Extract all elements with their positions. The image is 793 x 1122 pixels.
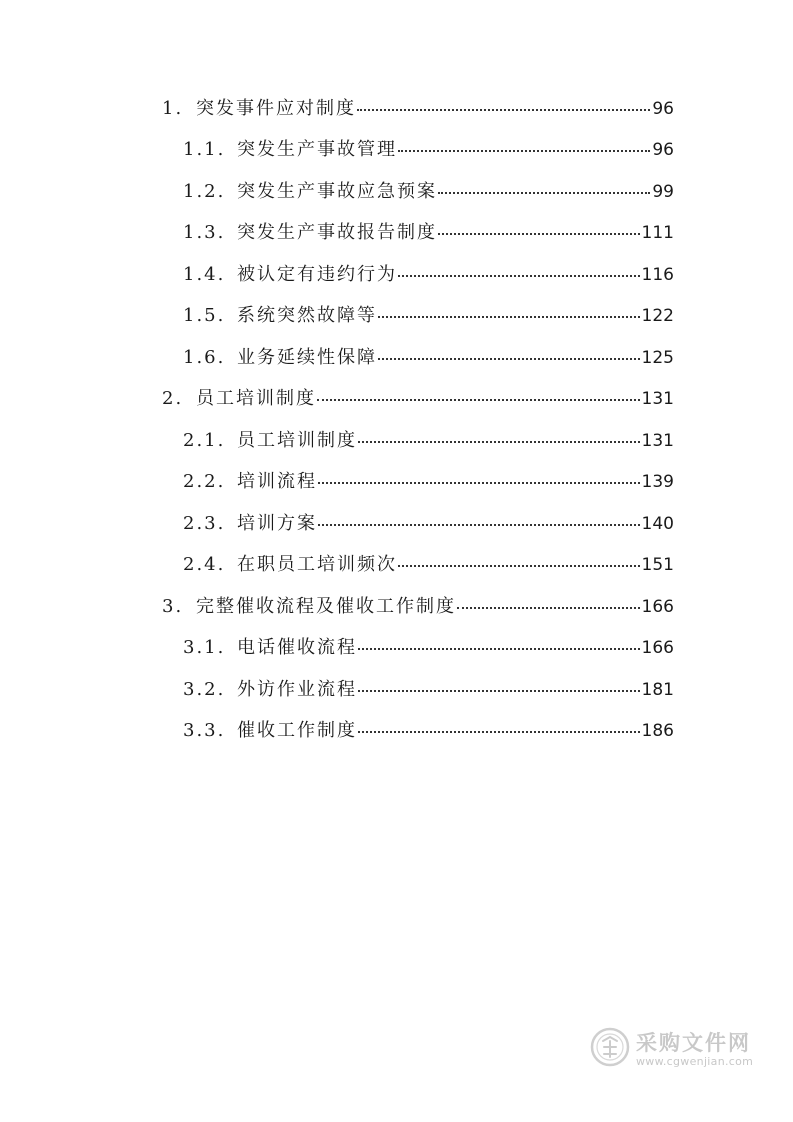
toc-number: 2.4. (183, 554, 226, 576)
toc-title: 突发事件应对制度 (196, 97, 356, 119)
toc-entry-2[interactable] (0, 379, 793, 421)
toc-page-number: 96 (652, 140, 674, 161)
toc-page-number: 99 (652, 181, 674, 202)
toc-entry-2-4[interactable] (0, 545, 793, 587)
toc-number: 2.1. (183, 429, 226, 451)
toc-number: 2.2. (183, 471, 226, 493)
toc-page-number: 125 (641, 347, 674, 368)
toc-title: 突发生产事故管理 (237, 139, 397, 161)
toc-leader-dots (438, 192, 650, 194)
toc-number: 2. (162, 388, 184, 410)
seal-icon (590, 1027, 630, 1067)
toc-title: 培训流程 (237, 471, 317, 493)
toc-page-number: 140 (641, 513, 674, 534)
toc-entry-1-6[interactable] (0, 337, 793, 379)
toc-number: 3.2. (183, 678, 226, 700)
toc-leader-dots (358, 690, 640, 692)
toc-page-number: 131 (641, 430, 674, 451)
toc-leader-dots (357, 109, 650, 111)
table-of-contents (0, 88, 793, 752)
toc-number: 3.1. (183, 637, 226, 659)
toc-title: 突发生产事故报告制度 (237, 222, 437, 244)
toc-number: 1.5. (183, 305, 226, 327)
toc-title: 被认定有违约行为 (237, 263, 397, 285)
toc-title: 完整催收流程及催收工作制度 (196, 595, 456, 617)
toc-page-number: 96 (652, 98, 674, 119)
toc-page-number: 166 (641, 638, 674, 659)
toc-leader-dots (378, 316, 640, 318)
toc-entry-3-1[interactable] (0, 628, 793, 670)
toc-title: 员工培训制度 (237, 429, 357, 451)
toc-leader-dots (358, 648, 640, 650)
toc-leader-dots (398, 565, 640, 567)
toc-entry-1-2[interactable] (0, 171, 793, 213)
toc-leader-dots (398, 275, 640, 277)
toc-number: 3.3. (183, 720, 226, 742)
toc-entry-2-3[interactable] (0, 503, 793, 545)
toc-number: 3. (162, 595, 184, 617)
toc-page-number: 139 (641, 472, 674, 493)
watermark-logo (590, 1025, 760, 1077)
toc-title: 突发生产事故应急预案 (237, 180, 437, 202)
toc-title: 电话催收流程 (237, 637, 357, 659)
toc-entry-2-1[interactable] (0, 420, 793, 462)
toc-leader-dots (358, 441, 640, 443)
toc-entry-3-3[interactable] (0, 711, 793, 753)
toc-page-number: 116 (641, 264, 674, 285)
toc-title: 外访作业流程 (237, 678, 357, 700)
toc-leader-dots (438, 233, 640, 235)
toc-number: 1.3. (183, 222, 226, 244)
toc-page-number: 186 (641, 721, 674, 742)
toc-number: 1.1. (183, 139, 226, 161)
toc-number: 2.3. (183, 512, 226, 534)
toc-title: 在职员工培训频次 (237, 554, 397, 576)
toc-number: 1.2. (183, 180, 226, 202)
toc-entry-1-3[interactable] (0, 213, 793, 255)
toc-title: 培训方案 (237, 512, 317, 534)
toc-number: 1.4. (183, 263, 226, 285)
toc-leader-dots (378, 358, 640, 360)
watermark-site-name: 采购文件网 (636, 1031, 751, 1055)
toc-leader-dots (398, 150, 650, 152)
toc-page-number: 151 (641, 555, 674, 576)
toc-number: 1.6. (183, 346, 226, 368)
toc-leader-dots (457, 607, 640, 609)
toc-page-number: 131 (641, 389, 674, 410)
toc-title: 系统突然故障等 (237, 305, 377, 327)
toc-page-number: 166 (641, 596, 674, 617)
toc-page-number: 111 (641, 223, 674, 244)
toc-leader-dots (318, 524, 640, 526)
watermark-site-url: www.cgwenjian.com (636, 1055, 754, 1068)
toc-entry-3[interactable] (0, 586, 793, 628)
toc-entry-1-4[interactable] (0, 254, 793, 296)
toc-entry-3-2[interactable] (0, 669, 793, 711)
toc-leader-dots (317, 399, 640, 401)
toc-leader-dots (358, 731, 640, 733)
toc-entry-1[interactable] (0, 88, 793, 130)
toc-page-number: 181 (641, 679, 674, 700)
toc-leader-dots (318, 482, 640, 484)
toc-page-number: 122 (641, 306, 674, 327)
toc-title: 催收工作制度 (237, 720, 357, 742)
toc-title: 员工培训制度 (196, 388, 316, 410)
toc-entry-1-5[interactable] (0, 296, 793, 338)
toc-number: 1. (162, 97, 184, 119)
toc-entry-1-1[interactable] (0, 130, 793, 172)
toc-title: 业务延续性保障 (237, 346, 377, 368)
toc-entry-2-2[interactable] (0, 462, 793, 504)
